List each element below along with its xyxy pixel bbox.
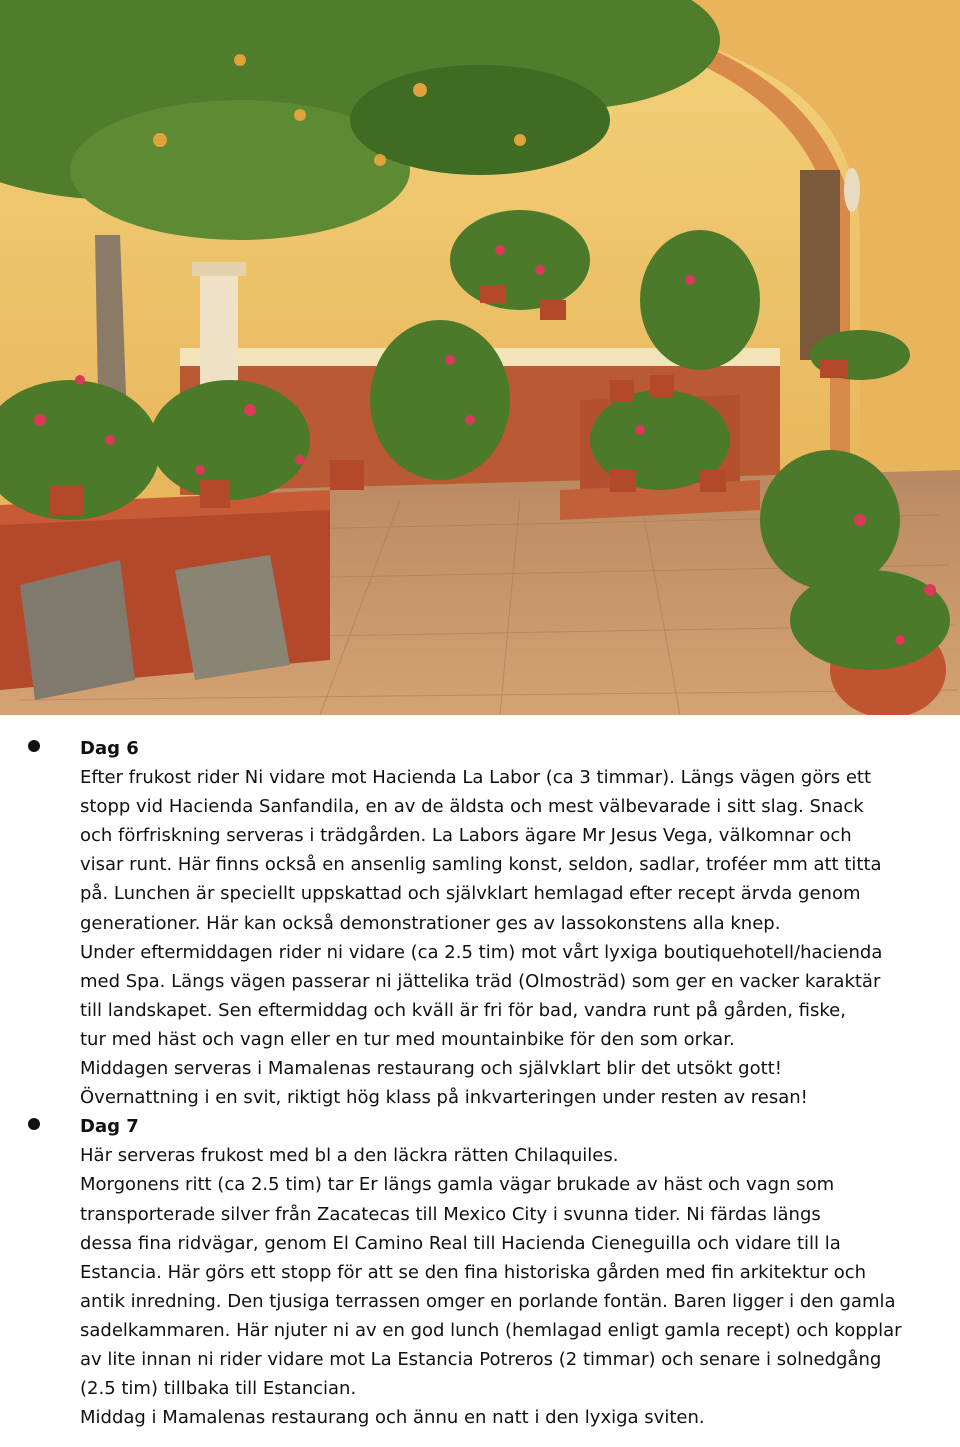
- itinerary: [0, 734, 960, 1432]
- text-line: Estancia. Här görs ett stopp för att se den fina historiska gården med fin arkitektur och: [80, 1261, 867, 1283]
- text-line: Middagen serveras i Mamalenas restaurang och självklart blir det utsökt gott!: [80, 1058, 782, 1080]
- day-title: Dag 6: [80, 738, 139, 759]
- text-line: stopp vid Hacienda Sanfandila, en av de äldsta och mest välbevarade i sitt slag. Snack: [80, 796, 864, 818]
- text-line: till landskapet. Sen eftermiddag och kväll är fri för bad, vandra runt på gården, fiske,: [80, 999, 846, 1021]
- text-line: antik inredning. Den tjusiga terrassen omger en porlande fontän. Baren ligger i den gamla: [80, 1290, 896, 1312]
- courtyard-photo: [0, 0, 960, 715]
- text-line: dessa fina ridvägar, genom El Camino Real till Hacienda Cieneguilla och vidare till la: [80, 1232, 841, 1254]
- text-line: visar runt. Här finns också en ansenlig samling konst, seldon, sadlar, troféer mm att titta: [80, 854, 882, 876]
- text-line: på. Lunchen är speciellt uppskattad och självklart hemlagad efter recept ärvda genom: [80, 883, 861, 905]
- text-line: Efter frukost rider Ni vidare mot Hacienda La Labor (ca 3 timmar). Längs vägen görs ett: [80, 767, 872, 789]
- day-title: Dag 7: [80, 1116, 139, 1138]
- text-line: Morgonens ritt (ca 2.5 tim) tar Er längs gamla vägar brukade av häst och vagn som: [80, 1174, 835, 1196]
- text-line: generationer. Här kan också demonstrationer ges av lassokonstens alla knep.: [80, 912, 781, 934]
- text-line: tur med häst och vagn eller en tur med mountainbike för den som orkar.: [80, 1028, 735, 1050]
- text-line: och förfriskning serveras i trädgården. La Labors ägare Mr Jesus Vega, välkomnar och: [80, 825, 852, 847]
- stone-block: [20, 560, 135, 700]
- wall-plaque: [844, 168, 860, 212]
- text-line: Övernattning i en svit, riktigt hög klass på inkvarteringen under resten av resan!: [80, 1087, 808, 1109]
- text-line: Middag i Mamalenas restaurang och ännu en natt i den lyxiga sviten.: [80, 1407, 705, 1429]
- text-line: transporterade silver från Zacatecas till Mexico City i svunna tider. Ni färdas längs: [80, 1203, 821, 1225]
- text-line: sadelkammaren. Här njuter ni av en god lunch (hemlagad enligt gamla recept) och kopplar: [80, 1319, 902, 1341]
- text-line: med Spa. Längs vägen passerar ni jättelika träd (Olmosträd) som ger en vacker karaktär: [80, 970, 881, 992]
- text-line: Under eftermiddagen rider ni vidare (ca 2.5 tim) mot vårt lyxiga boutiquehotell/hacienda: [80, 941, 883, 963]
- day-item: [0, 734, 960, 1112]
- door: [800, 170, 840, 360]
- text-line: av lite innan ni rider vidare mot La Estancia Potreros (2 timmar) och senare i solnedgång: [80, 1348, 882, 1370]
- bullet-icon: [28, 1118, 40, 1130]
- text-line: Här serveras frukost med bl a den läckra rätten Chilaquiles.: [80, 1145, 619, 1167]
- day-item: [0, 1112, 960, 1432]
- stone-block: [175, 555, 290, 680]
- text-line: (2.5 tim) tillbaka till Estancian.: [80, 1378, 357, 1400]
- bullet-icon: [28, 740, 40, 752]
